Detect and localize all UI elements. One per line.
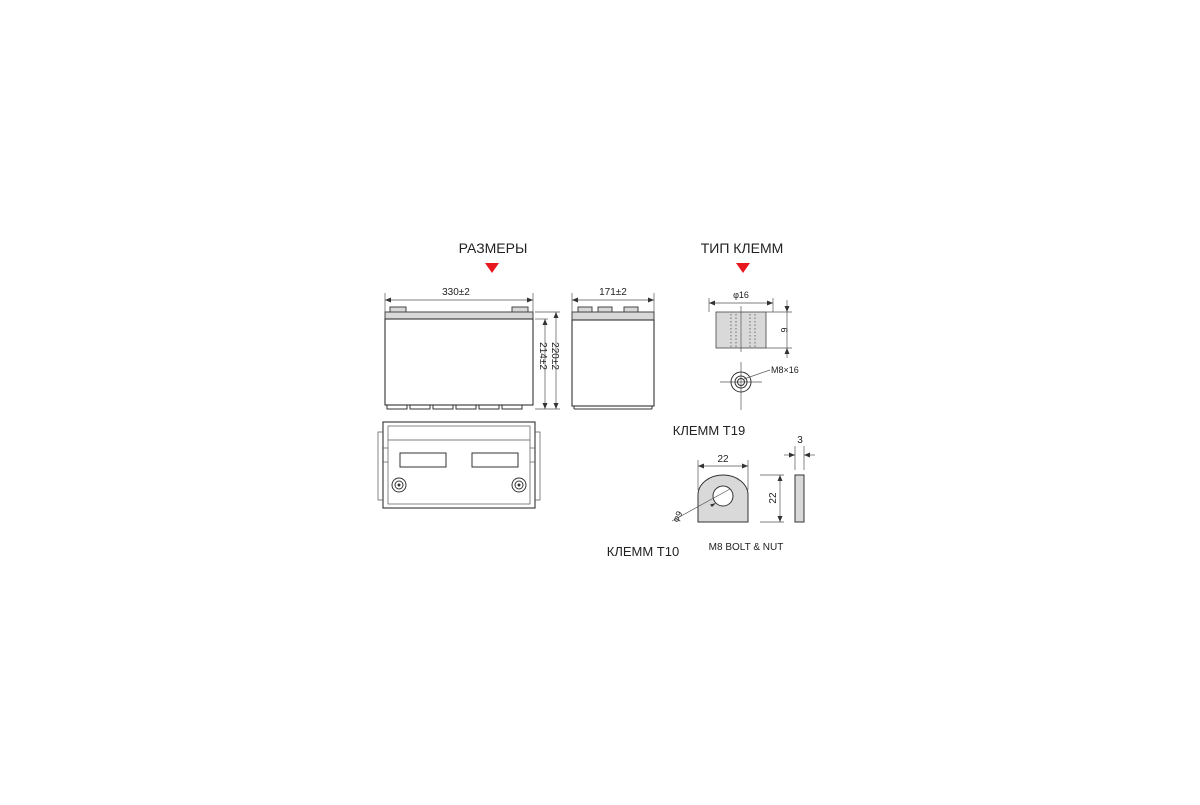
red-down-triangle-icon [736, 263, 750, 273]
t10-bolt-label: M8 BOLT & NUT [708, 542, 784, 553]
t19-caption: КЛЕММ Т19 [672, 423, 746, 438]
battery-front-view [385, 287, 560, 409]
dimensions-heading: РАЗМЕРЫ [458, 240, 528, 256]
width-dimension: 171±2 [599, 287, 627, 298]
length-dimension: 330±2 [442, 287, 470, 298]
t19-height-dimension: 6 [779, 327, 789, 333]
battery-top-view [378, 422, 540, 508]
terminal-t19-drawing [673, 290, 799, 438]
t10-hole-dimension: φ9 [670, 509, 685, 524]
terminal-type-heading: ТИП КЛЕММ [700, 240, 784, 256]
case-height-dimension: 214±2 [537, 342, 548, 370]
t10-height-dimension: 22 [768, 492, 779, 504]
t19-thread-dimension: M8×16 [771, 365, 799, 375]
red-down-triangle-icon [485, 263, 499, 273]
t10-thickness-dimension: 3 [797, 435, 803, 446]
terminal-t10-drawing [607, 435, 815, 559]
battery-side-view [572, 287, 654, 409]
t19-diameter-dimension: φ16 [733, 290, 749, 300]
total-height-dimension: 220±2 [549, 342, 560, 370]
t10-width-dimension: 22 [717, 454, 729, 465]
t10-caption: КЛЕММ Т10 [606, 544, 680, 559]
